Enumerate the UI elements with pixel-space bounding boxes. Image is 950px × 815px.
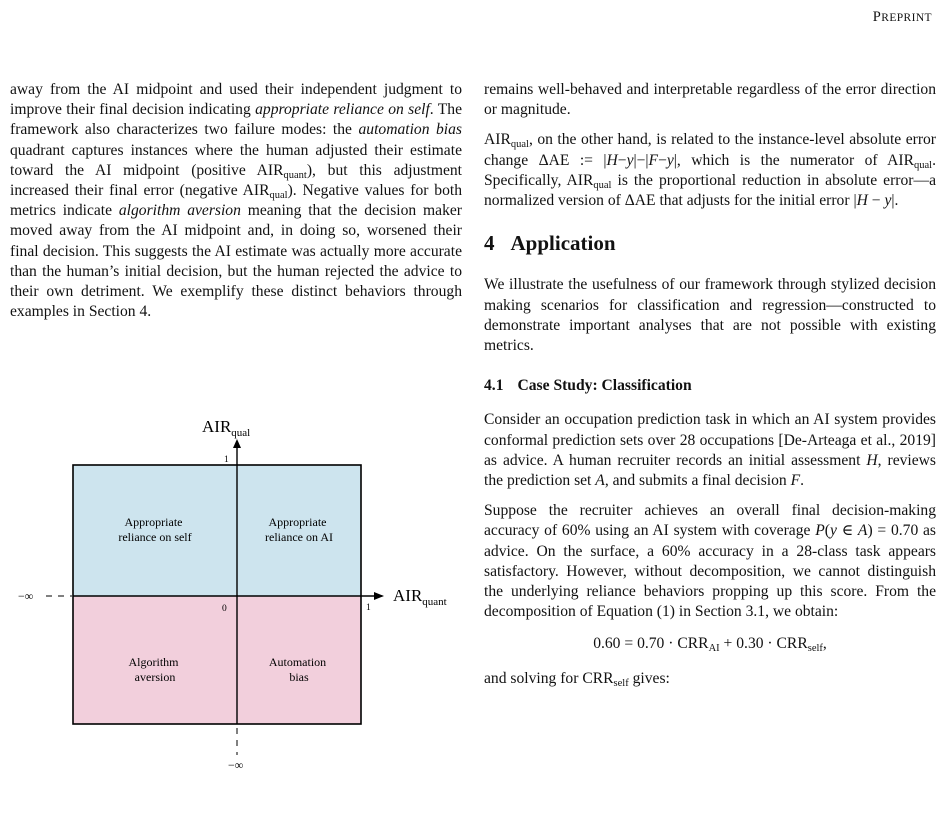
para1-part: quadrant captures instances where the human adjusted their estimate toward the AI midpoint (positive AIR [10,141,462,179]
x-axis-label: $AIR_{quant}$ [393,586,447,608]
subsection-title: Case Study: Classification [517,377,692,395]
para1-em: algorithm aversion [118,202,241,220]
para1-part: ). Negative values for both metrics indicate [10,182,462,220]
right-paragraph-4: Consider an occupation prediction task in which an AI system provides conformal prediction sets over 28 occupations [De-Arteaga et al., 2019] as advice. A human recruiter records an initial assessment H, reviews the prediction set A, and submits a final decision F. [484,411,937,490]
subsection-heading [484,376,936,396]
equation: $0.60 = 0.70 \cdot CRR_{AI} + 0.30 \cdot CRR_{self}$, [593,635,827,655]
right-paragraph-1: remains well-behaved and interpretable regardless of the error direction or magnitude. [484,81,936,119]
section-title: Application [510,231,616,256]
section-number: 4 [484,231,495,256]
para1-em: appropriate reliance on self [255,101,430,119]
x-axis-arrow [374,592,384,600]
header-first-letter: P [872,9,882,25]
right-paragraph-6: and solving for $CRR_{self}$ gives: [484,669,670,689]
para1-em: automation bias [358,121,463,139]
right-paragraph-5: Suppose the recruiter achieves an overall final decision-making accuracy of 60% using an AI system with coverage P(y ∈ A) = 0.70 as advice. On the surface, a 60% accuracy in a 28-class task appears satisfactory. However, without decomposition, we cannot distinguish the underlying reliance behaviors propping up this score. From the decomposition of Equation (1) in Section 3.1, we obtain: [484,502,936,621]
right-column [484,80,936,689]
para1-part: meaning that the decision maker moved away from the AI midpoint and, in doing so, worsened their final decision. This suggests the AI estimate was actually more accurate than the human’s initial decision, but the human rejected the advice to their own detriment. We exemplify these distinct behaviors through examples in Section 4. [10,202,462,321]
y-axis-label: $AIR_{qual}$ [202,417,251,439]
quadrant-label-top-right: Appropriate reliance on AI [265,515,333,544]
subsection-number: 4.1 [484,377,504,395]
reliance-quadrant-diagram [0,405,480,815]
y-axis-arrow [233,439,241,448]
left-paragraph: away from the AI midpoint and used their independent judgment to improve their final decision indicating appropriate reliance on self. The framework also characterizes two failure modes: the automation bias quadrant captures instances where the human adjusted their estimate toward the AI midpoint (positive $AIR_{quant}$), but this adjustment increased their final error (negative $AIR_{qual}$). Negative values for both metrics indicate algorithm aversion meaning that the decision maker moved away from the AI midpoint and, in doing so, worsened their final decision. This suggests the AI estimate was actually more accurate than the human’s initial decision, but the human rejected the advice to their own detriment. We exemplify these distinct behaviors through examples in Section 4. [10,81,463,321]
tick-right: 1 [366,603,371,613]
section-heading [484,231,936,256]
right-paragraph-3: We illustrate the usefulness of our framework through stylized decision making scenarios for classification and regression—constructed to demonstrate important analyses that are not possible with existing metrics. [484,276,936,355]
right-paragraph-2: $AIR_{qual}$, on the other hand, is related to the instance-level absolute error change ΔAE := |H−y|−|F−y|, which is the numerator of $AIR_{qual}$. Specifically, $AIR_{qual}$ is the proportional reduction in absolute error—a normalized version of ΔAE that adjusts for the initial error |H − y|. [484,131,936,210]
para1-part: . The framework also characterizes two failure modes: the [10,101,462,139]
para1-part: away from the AI midpoint and used their independent judgment to improve their final decision indicating [10,81,462,119]
quadrant-label-bottom-left: Algorithm aversion [128,655,179,684]
neg-inf-bottom: −∞ [228,758,244,772]
running-header [873,9,932,26]
tick-origin: 0 [222,604,227,614]
quadrant-label-bottom-right: Automation bias [268,655,327,684]
header-rest: REPRINT [881,12,932,24]
tick-top: 1 [224,455,229,465]
para1-part: ), but this adjustment increased their final error (negative AIR [10,161,463,200]
quadrant-label-top-left: Appropriate reliance on self [118,515,192,544]
neg-inf-left: −∞ [18,589,34,603]
left-column [10,80,462,322]
